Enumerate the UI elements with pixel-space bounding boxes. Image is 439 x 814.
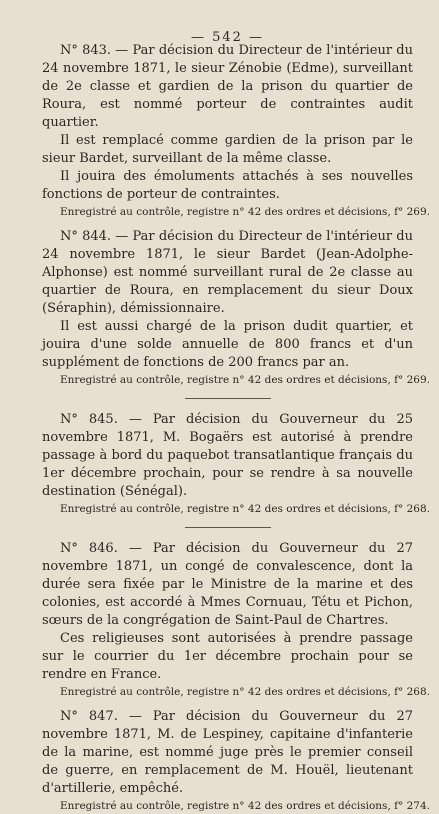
spacer xyxy=(42,700,413,708)
decision-844 xyxy=(42,228,430,388)
decision-847 xyxy=(42,708,430,814)
decision-paragraph: N° 846. — Par décision du Gouverneur du 27 novembre 1871, un congé de convalescence, dont la durée sera fixée par le Ministre de la marine et des colonies, est accordé à Mmes Cornuau, Tétu et Pichon, sœurs de la congrégation de Saint-Paul de Chartres. xyxy=(42,541,413,628)
register-note: Enregistré au contrôle, registre n° 42 des ordres et décisions, f° 274. xyxy=(60,800,430,812)
decision-paragraph: N° 847. — Par décision du Gouverneur du 27 novembre 1871, M. de Lespiney, capitaine d'infanterie de la marine, est nommé juge près le premier conseil de guerre, en remplacement de M. Houël, lieutenant d'artillerie, empêché. xyxy=(42,709,413,796)
decision-paragraph: N° 843. — Par décision du Directeur de l'intérieur du 24 novembre 1871, le sieur Zénobie (Edme), surveillant de 2e classe et gardien de la prison du quartier de Roura, est nommé porteur de contraintes audit quartier. xyxy=(42,43,413,130)
register-note: Enregistré au contrôle, registre n° 42 des ordres et décisions, f° 269. xyxy=(60,206,430,218)
decision-843 xyxy=(42,42,430,220)
spacer xyxy=(42,220,413,228)
separator-rule xyxy=(185,527,271,528)
decision-paragraph: N° 844. — Par décision du Directeur de l'intérieur du 24 novembre 1871, le sieur Bardet (Jean-Adolphe-Alphonse) est nommé surveillant rural de 2e classe au quartier de Roura, en remplacement du sieur Doux (Séraphin), démissionnaire. xyxy=(42,229,413,316)
register-note: Enregistré au contrôle, registre n° 42 des ordres et décisions, f° 269. xyxy=(60,374,430,386)
separator-rule xyxy=(185,398,271,399)
decision-paragraph: Il est remplacé comme gardien de la prison par le sieur Bardet, surveillant de la même classe. xyxy=(42,133,413,166)
decision-paragraph: Il est aussi chargé de la prison dudit quartier, et jouira d'une solde annuelle de 800 francs et d'un supplément de fonctions de 200 francs par an. xyxy=(42,319,413,370)
register-note: Enregistré au contrôle, registre n° 42 des ordres et décisions, f° 268. xyxy=(60,686,430,698)
register-note: Enregistré au contrôle, registre n° 42 des ordres et décisions, f° 268. xyxy=(60,503,430,515)
decision-paragraph: Il jouira des émoluments attachés à ses nouvelles fonctions de porteur de contraintes. xyxy=(42,169,413,202)
decision-846 xyxy=(42,540,430,700)
decision-paragraph: N° 845. — Par décision du Gouverneur du 25 novembre 1871, M. Bogaërs est autorisé à prendre passage à bord du paquebot transatlantique français du 1er décembre prochain, pour se rendre à sa nouvelle destination (Sénégal). xyxy=(42,412,413,499)
page-number: — 542 — xyxy=(190,30,265,45)
decision-845 xyxy=(42,411,430,517)
decision-paragraph: Ces religieuses sont autorisées à prendre passage sur le courrier du 1er décembre prochain pour se rendre en France. xyxy=(42,631,413,682)
